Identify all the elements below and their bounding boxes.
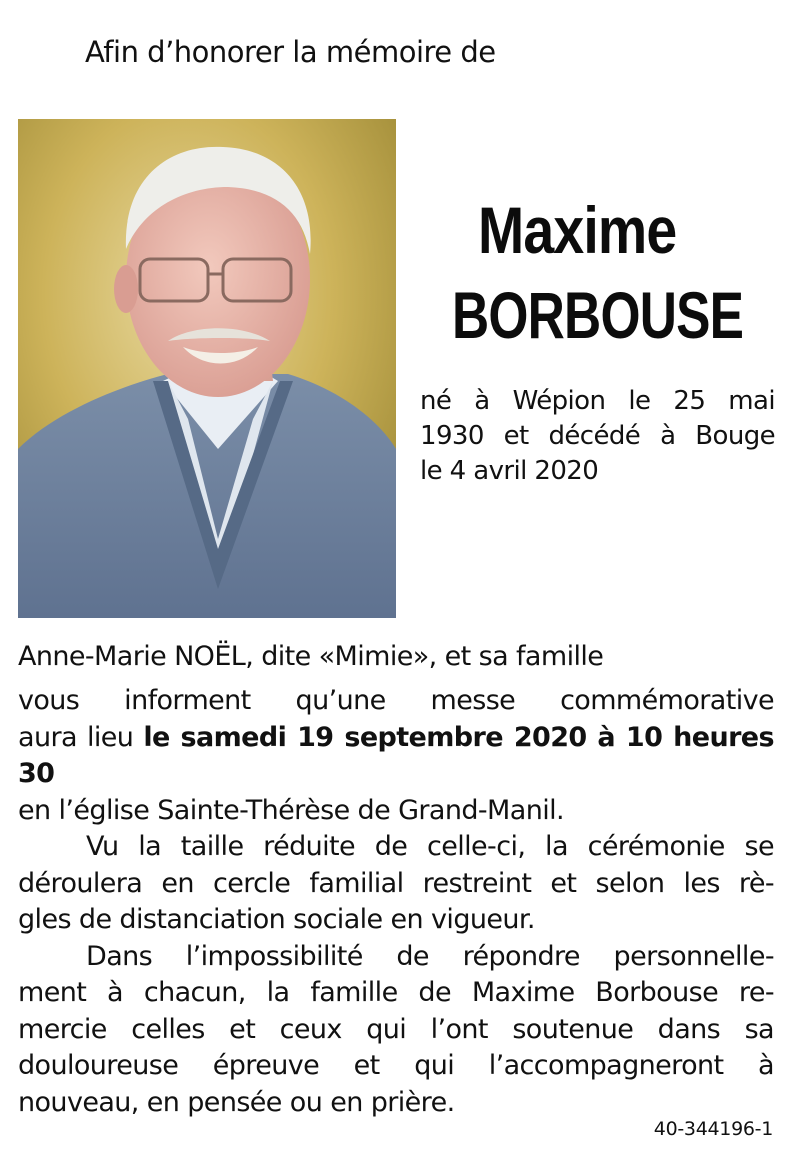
paragraph-thanks — [18, 939, 774, 976]
text-fragment: aura lieu — [18, 721, 144, 753]
reference-number: 40-344196-1 — [653, 1118, 773, 1140]
text-line: nouveau, en pensée ou en prière. — [18, 1086, 455, 1118]
text-line: vous informent qu’une messe commémorative — [18, 685, 774, 716]
text-line: mercie celles et ceux qui l’ont soutenue dans sa — [18, 1013, 774, 1045]
portrait-illustration — [18, 119, 396, 618]
text-line: déroulera en cercle familial restreint et selon les rè- — [18, 867, 774, 899]
paragraph-restrictions — [18, 829, 774, 866]
portrait-photo — [18, 119, 396, 618]
text-line: Dans l’impossibilité de répondre personnelle- — [86, 940, 774, 972]
announcement-body — [18, 683, 774, 1121]
intro-text: Afin d’honorer la mémoire de — [85, 35, 496, 69]
mass-date-time: le samedi 19 septembre 2020 à 10 heures 30 — [18, 721, 774, 789]
life-dates-line: le 4 avril 2020 — [420, 456, 599, 486]
life-dates — [420, 384, 775, 489]
deceased-last-name: BORBOUSE — [452, 278, 744, 352]
life-dates-line: né à Wépion le 25 mai — [420, 386, 775, 416]
text-line: douloureuse épreuve et qui l’accompagneront à — [18, 1050, 774, 1081]
text-line: gles de distanciation sociale en vigueur. — [18, 904, 535, 935]
life-dates-line: 1930 et décédé à Bouge — [420, 421, 775, 451]
paragraph-mass — [18, 683, 774, 829]
text-line-date — [18, 720, 774, 793]
paragraph-thanks-cont — [18, 975, 774, 1121]
text-line: en l’église Sainte-Thérèse de Grand-Manil. — [18, 794, 564, 826]
paragraph-restrictions-cont — [18, 866, 774, 939]
deceased-first-name: Maxime — [478, 193, 677, 267]
text-line: Vu la taille réduite de celle-ci, la cérémonie se — [86, 831, 774, 862]
family-line: Anne-Marie NOËL, dite «Mimie», et sa famille — [18, 641, 604, 672]
text-line: ment à chacun, la famille de Maxime Borbouse re- — [18, 977, 774, 1008]
